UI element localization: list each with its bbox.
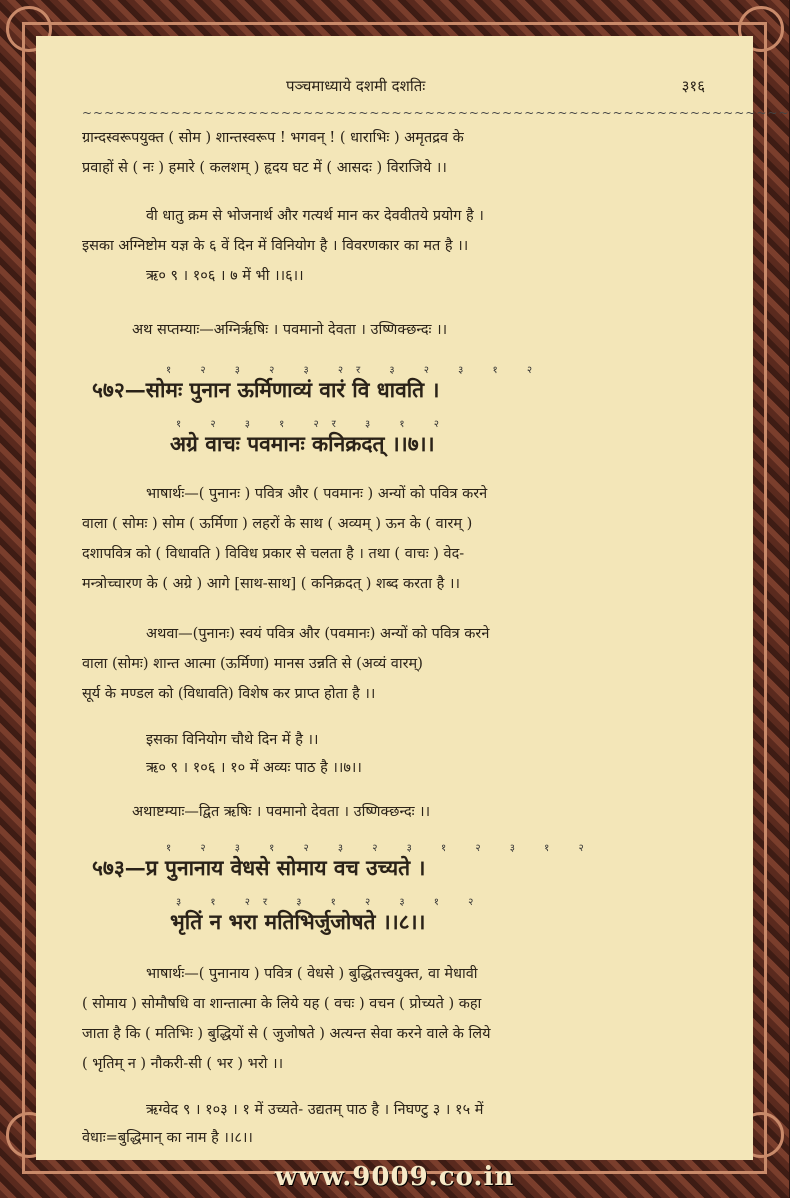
chapter-title: पञ्चमाध्याये दशमी दशतिः (286, 77, 426, 95)
text-line: वाला (सोमः) शान्त आत्मा (ऊर्मिणा) मानस उन्नति से (अव्यं वारम्) (82, 656, 423, 672)
text-line: वाला ( सोमः ) सोम ( ऊर्मिणा ) लहरों के साथ ( अव्यम् ) ऊन के ( वारम् ) (82, 516, 473, 532)
text-line: अथवा—(पुनानः) स्वयं पवित्र और (पवमानः) अन्यों को पवित्र करने (146, 626, 490, 642)
svara-marks: १ २ ३ १ २र ३ १ २ (176, 419, 452, 430)
svara-marks: १ २ ३ २ ३ २र ३ २ ३ १ २ (166, 365, 546, 376)
footer-banner (0, 1162, 789, 1198)
section-heading: अथाष्टम्याः—द्वित ऋषिः । पवमानो देवता । उष्णिक्छन्दः ।। (132, 804, 431, 820)
text-line: वी धातु क्रम से भोजनार्थ और गत्यर्थ मान कर देववीतये प्रयोग है । (146, 208, 484, 224)
text-line: ऋ० ९ । १०६ । १० में अव्यः पाठ है ।।७।। (146, 760, 362, 776)
mantra-line: भृतिं न भरा मतिभिर्जुजोषते ।।८।। (170, 909, 426, 934)
text-line: इसका विनियोग चौथे दिन में है ।। (146, 732, 319, 748)
mantra-line: ५७२—सोमः पुनान ऊर्मिणाव्यं वारं वि धावति । (92, 377, 440, 402)
svara-marks: १ २ ३ १ २ ३ २ ३ १ २ ३ १ २ (166, 843, 597, 854)
page-header (36, 76, 753, 100)
text-line: ग्रान्दस्वरूपयुक्त ( सोम ) शान्तस्वरूप ! भगवन् ! ( धाराभिः ) अमृतद्रव के (82, 130, 464, 146)
text-line: जाता है कि ( मतिभिः ) बुद्धियों से ( जुजोषते ) अत्यन्त सेवा करने वाले के लिये (82, 1026, 491, 1042)
text-line: मन्त्रोच्चारण के ( अग्रे ) आगे [साथ-साथ] ( कनिक्रदत् ) शब्द करता है ।। (82, 576, 460, 592)
svara-marks: ३ १ २र ३ १ २ ३ १ २ (176, 897, 487, 908)
text-line: ऋग्वेद ९ । १०३ । १ में उच्यते- उद्यतम् पाठ है । निघण्टु ३ । १५ में (146, 1102, 484, 1118)
text-line: भाषार्थः—( पुनानः ) पवित्र और ( पवमानः ) अन्यों को पवित्र करने (146, 486, 488, 502)
text-line: ऋ० ९ । १०६ । ७ में भी ।।६।। (146, 268, 304, 284)
text-line: प्रवाहों से ( नः ) हमारे ( कलशम् ) हृदय घट में ( आसदः ) विराजिये ।। (82, 160, 447, 176)
website-link[interactable]: www.9009.co.in (274, 1162, 515, 1192)
mantra-line: ५७३—प्र पुनानाय वेधसे सोमाय वच उच्यते । (92, 855, 426, 880)
page-number: ३१६ (681, 77, 705, 95)
mantra-line: अग्रे वाचः पवमानः कनिक्रदत् ।।७।। (170, 431, 435, 456)
book-page (36, 36, 790, 1160)
text-line: भाषार्थः—( पुनानाय ) पवित्र ( वेधसे ) बुद्धितत्त्वयुक्त, वा मेधावी (146, 966, 478, 982)
text-line: दशापवित्र को ( विधावति ) विविध प्रकार से चलता है । तथा ( वाचः ) वेद- (82, 546, 465, 562)
ornamental-divider: ~~~~~~~~~~~~~~~~~~~~~~~~~~~~~~~~~~~~~~~~~~~~~~~~~~~~~~~~~~~~~~~~ (82, 106, 790, 120)
text-line: वेधाः=बुद्धिमान् का नाम है ।।८।। (82, 1130, 253, 1146)
text-line: इसका अग्निष्टोम यज्ञ के ६ वें दिन में विनियोग है । विवरणकार का मत है ।। (82, 238, 469, 254)
text-line: सूर्य के मण्डल को (विधावति) विशेष कर प्राप्त होता है ।। (82, 686, 376, 702)
text-line: ( सोमाय ) सोमौषधि वा शान्तात्मा के लिये यह ( वचः ) वचन ( प्रोच्यते ) कहा (82, 996, 482, 1012)
section-heading: अथ सप्तम्याः—अग्निर्ऋषिः । पवमानो देवता । उष्णिक्छन्दः ।। (132, 322, 448, 338)
text-line: ( भृतिम् न ) नौकरी-सी ( भर ) भरो ।। (82, 1056, 284, 1072)
